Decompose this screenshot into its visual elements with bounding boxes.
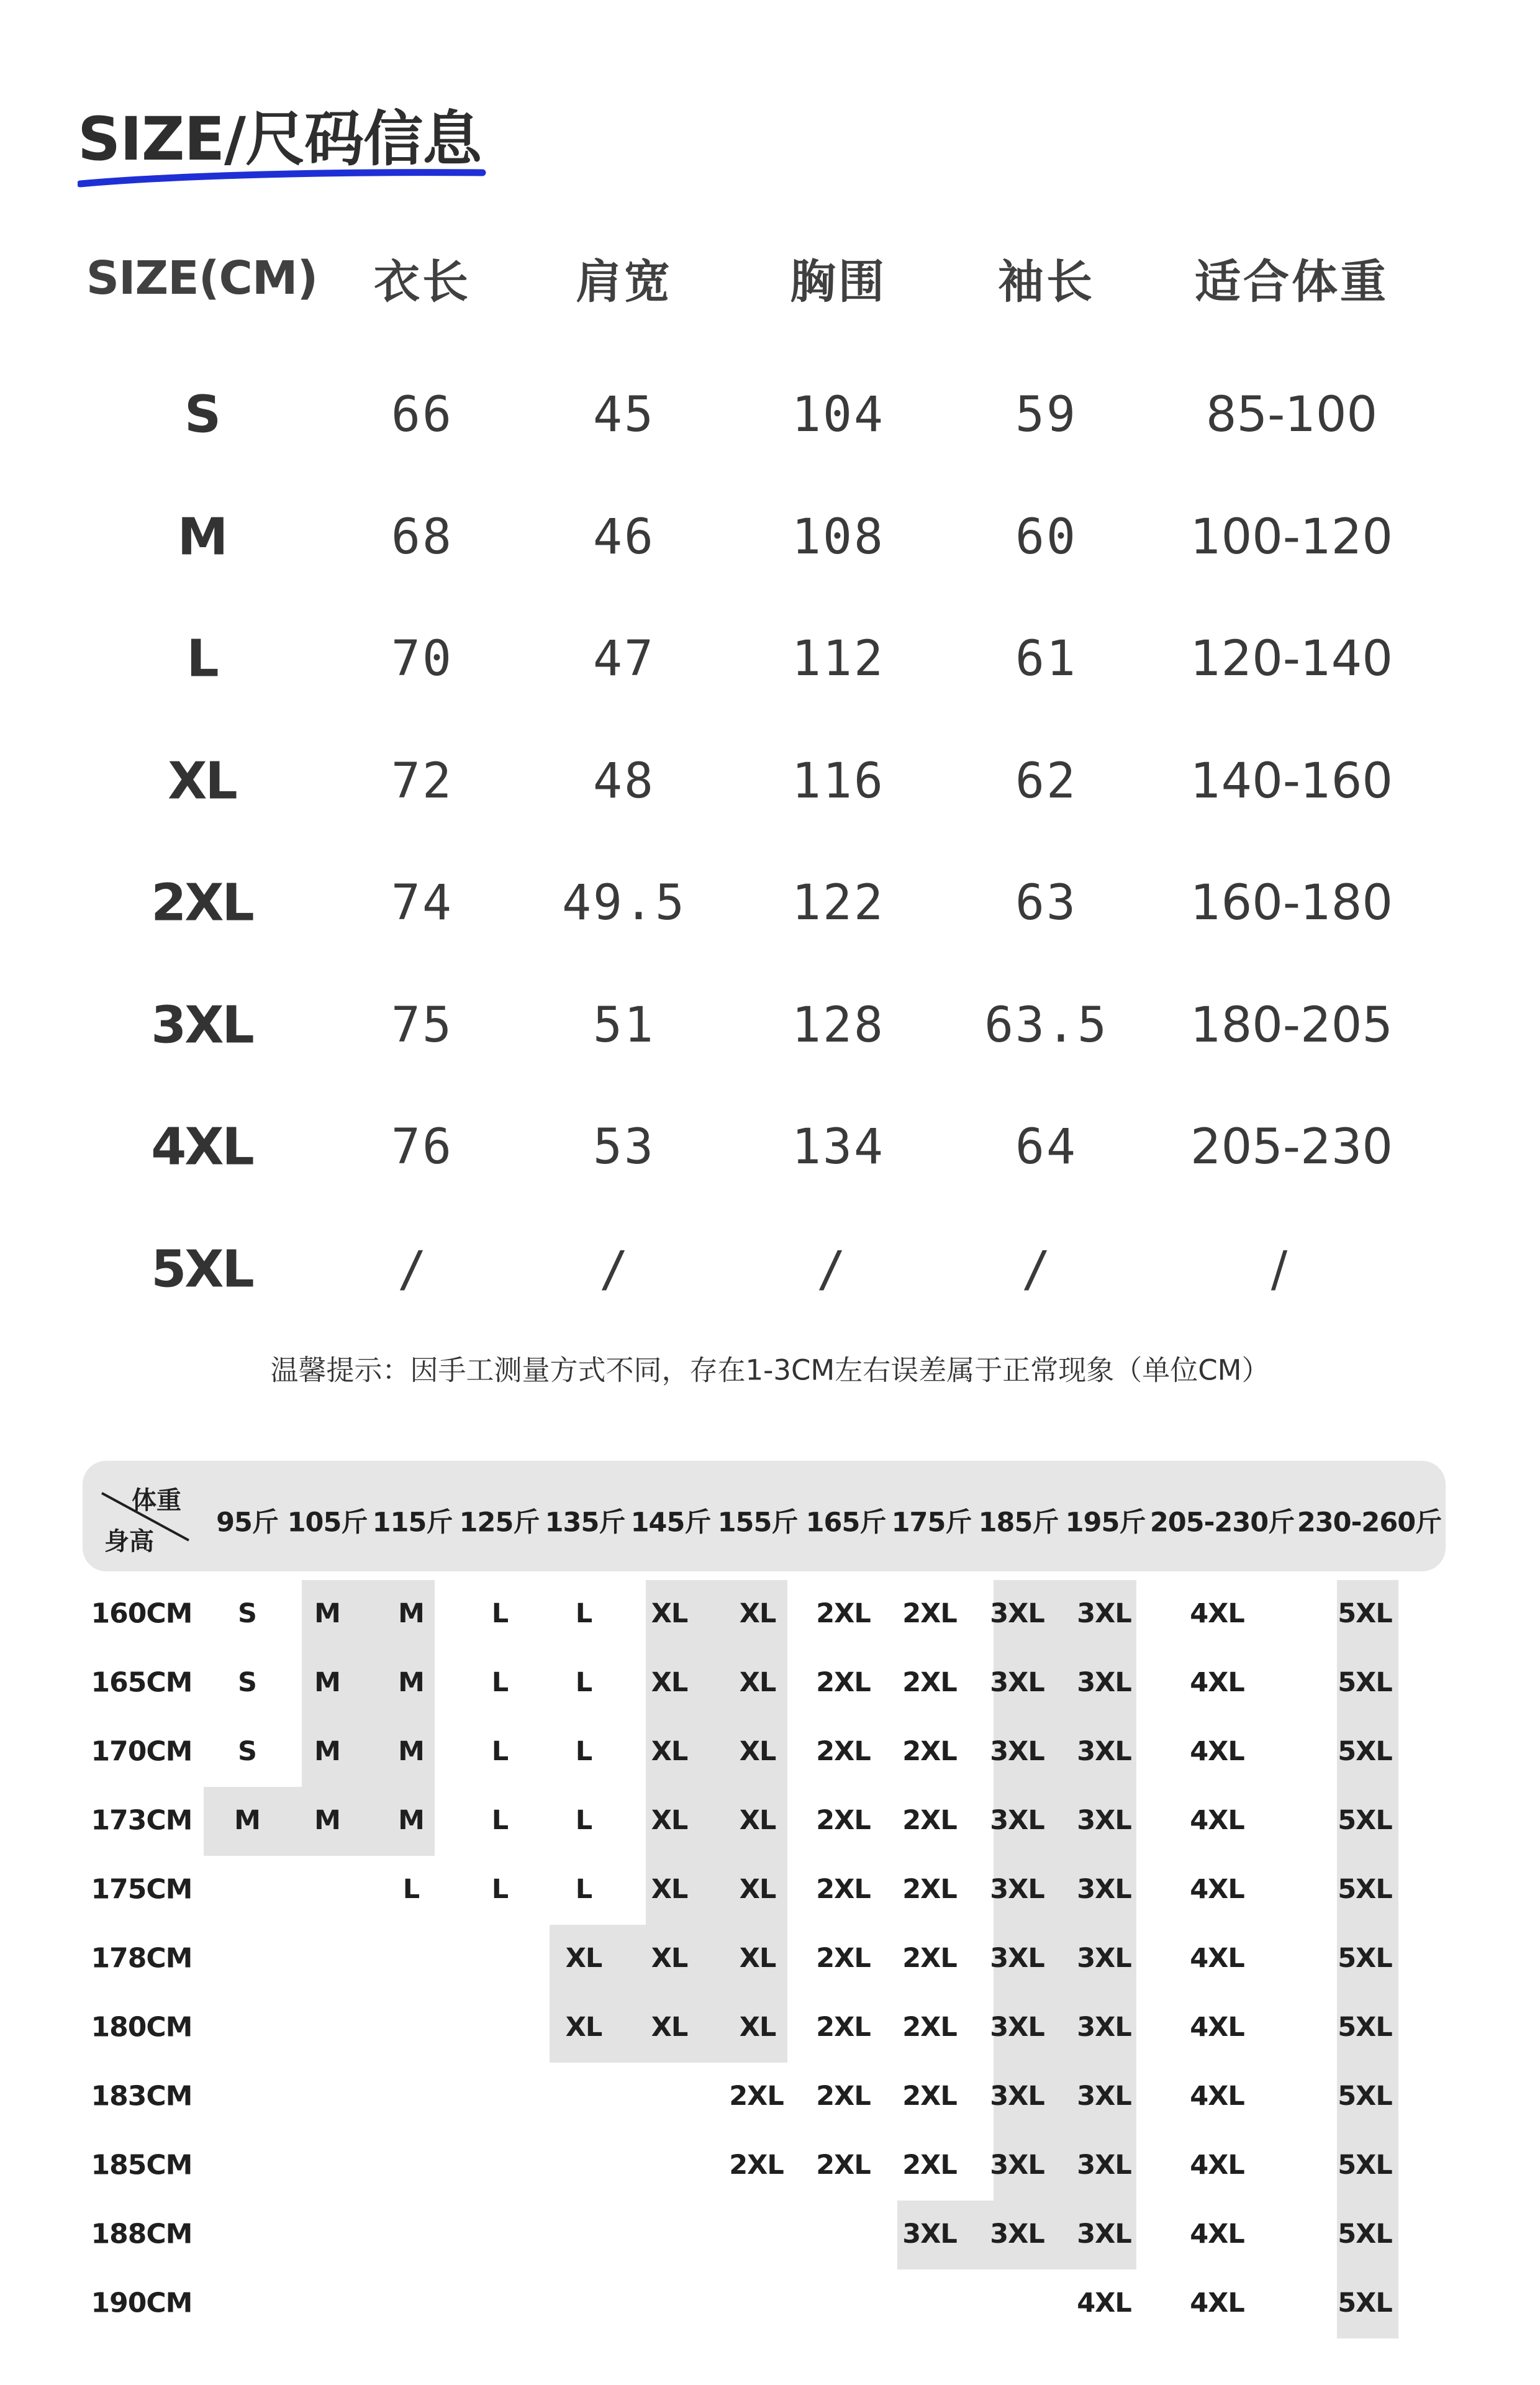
size-recommendation-cell: L bbox=[491, 1874, 509, 1905]
size-recommendation-cell: M bbox=[314, 1805, 340, 1836]
size-table-header: 胸围 bbox=[790, 255, 887, 309]
size-recommendation-cell: 2XL bbox=[902, 1736, 957, 1767]
size-recommendation-cell: M bbox=[398, 1805, 424, 1836]
weight-column-header: 155斤 bbox=[717, 1507, 798, 1538]
size-recommendation-cell: XL bbox=[739, 1874, 776, 1905]
size-recommendation-cell: XL bbox=[565, 1943, 602, 1974]
size-recommendation-cell: 5XL bbox=[1338, 2012, 1392, 2043]
size-recommendation-cell: 4XL bbox=[1190, 1667, 1244, 1698]
size-recommendation-cell: 4XL bbox=[1190, 2219, 1244, 2250]
size-recommendation-cell: L bbox=[402, 1874, 420, 1905]
size-table-header: 适合体重 bbox=[1195, 255, 1388, 309]
size-table-cell: 72 bbox=[391, 753, 453, 809]
size-table-cell: 116 bbox=[792, 753, 885, 809]
size-recommendation-cell: 3XL bbox=[1077, 1667, 1131, 1698]
weight-column-header: 145斤 bbox=[630, 1507, 711, 1538]
size-table-cell: 104 bbox=[792, 387, 885, 443]
size-recommendation-cell: L bbox=[491, 1736, 509, 1767]
size-recommendation-cell: L bbox=[575, 1667, 592, 1698]
size-recommendation-cell: 3XL bbox=[1077, 2012, 1131, 2043]
size-recommendation-cell: 3XL bbox=[990, 1667, 1044, 1698]
size-recommendation-cell: 2XL bbox=[729, 2081, 784, 2112]
size-recommendation-cell: 2XL bbox=[729, 2150, 784, 2181]
weight-column-header: 115斤 bbox=[372, 1507, 453, 1538]
size-recommendation-cell: 4XL bbox=[1190, 2150, 1244, 2181]
size-recommendation-cell: 4XL bbox=[1190, 1943, 1244, 1974]
size-recommendation-cell: 3XL bbox=[1077, 2081, 1131, 2112]
size-table-size-label: 5XL bbox=[151, 1240, 253, 1299]
height-row-header: 170CM bbox=[91, 1735, 192, 1768]
size-recommendation-cell: 2XL bbox=[816, 1667, 871, 1698]
size-table-cell: 63.5 bbox=[984, 997, 1108, 1053]
size-table-cell: 140-160 bbox=[1190, 753, 1393, 809]
size-recommendation-cell: M bbox=[314, 1667, 340, 1698]
size-recommendation-cell: L bbox=[491, 1805, 509, 1836]
size-recommendation-cell: 3XL bbox=[990, 1943, 1044, 1974]
size-recommendation-cell: L bbox=[491, 1598, 509, 1629]
size-recommendation-cell: 2XL bbox=[816, 2150, 871, 2181]
size-recommendation-cell: S bbox=[238, 1667, 256, 1698]
size-recommendation-cell: 5XL bbox=[1338, 1874, 1392, 1905]
size-table-cell: 160-180 bbox=[1190, 875, 1393, 931]
size-recommendation-cell: XL bbox=[739, 1736, 776, 1767]
height-row-header: 183CM bbox=[91, 2080, 192, 2112]
size-recommendation-cell: S bbox=[238, 1598, 256, 1629]
size-table-size-label: M bbox=[177, 507, 227, 566]
height-row-header: 178CM bbox=[91, 1942, 192, 1974]
size-recommendation-cell: M bbox=[398, 1736, 424, 1767]
size-table-size-label: 3XL bbox=[151, 996, 253, 1055]
size-recommendation-cell: 2XL bbox=[816, 1598, 871, 1629]
height-row-header: 185CM bbox=[91, 2149, 192, 2181]
size-table-cell: 76 bbox=[391, 1119, 453, 1175]
size-recommendation-cell: M bbox=[314, 1598, 340, 1629]
size-table-cell: 64 bbox=[1015, 1119, 1077, 1175]
size-recommendation-cell: 2XL bbox=[902, 2012, 957, 2043]
size-recommendation-cell: 3XL bbox=[1077, 1736, 1131, 1767]
size-recommendation-cell: 5XL bbox=[1338, 2219, 1392, 2250]
size-recommendation-cell: 3XL bbox=[990, 2081, 1044, 2112]
size-recommendation-cell: 2XL bbox=[902, 1598, 957, 1629]
size-table-size-label: XL bbox=[168, 752, 236, 811]
size-recommendation-cell: XL bbox=[651, 1667, 688, 1698]
size-recommendation-cell: 4XL bbox=[1190, 1598, 1244, 1629]
size-recommendation-cell: 5XL bbox=[1338, 1598, 1392, 1629]
weight-column-header: 205-230斤 bbox=[1149, 1507, 1295, 1538]
size-table-cell: 53 bbox=[593, 1119, 655, 1175]
size-table-cell: 180-205 bbox=[1190, 997, 1393, 1053]
size-recommendation-cell: 3XL bbox=[990, 1736, 1044, 1767]
height-row-header: 173CM bbox=[91, 1804, 192, 1837]
size-recommendation-cell: 4XL bbox=[1190, 2287, 1244, 2319]
corner-height-label: 身高 bbox=[104, 1527, 154, 1556]
size-table-header: SIZE(CM) bbox=[86, 252, 318, 305]
size-recommendation-cell: XL bbox=[739, 1667, 776, 1698]
size-recommendation-cell: XL bbox=[651, 1736, 688, 1767]
size-recommendation-cell: 5XL bbox=[1338, 2150, 1392, 2181]
size-table-cell: 59 bbox=[1015, 387, 1077, 443]
size-recommendation-cell: 4XL bbox=[1190, 2081, 1244, 2112]
size-table-cell: 46 bbox=[593, 509, 655, 565]
size-table-cell: 100-120 bbox=[1190, 509, 1393, 565]
size-recommendation-cell: XL bbox=[651, 1805, 688, 1836]
size-recommendation-cell: 2XL bbox=[816, 2012, 871, 2043]
title-underline bbox=[78, 166, 487, 189]
size-table-cell: / bbox=[1270, 1241, 1288, 1297]
size-table-cell: / bbox=[397, 1241, 428, 1297]
size-table-cell: 49.5 bbox=[562, 875, 686, 931]
size-recommendation-cell: L bbox=[575, 1736, 592, 1767]
size-recommendation-cell: XL bbox=[739, 1805, 776, 1836]
weight-column-header: 185斤 bbox=[978, 1507, 1059, 1538]
size-recommendation-cell: 5XL bbox=[1338, 2287, 1392, 2319]
height-row-header: 165CM bbox=[91, 1666, 192, 1699]
size-table-size-label: 4XL bbox=[151, 1117, 253, 1177]
size-table-cell: 134 bbox=[792, 1119, 885, 1175]
size-recommendation-cell: 3XL bbox=[990, 2012, 1044, 2043]
size-recommendation-cell: 3XL bbox=[990, 1805, 1044, 1836]
size-recommendation-cell: 4XL bbox=[1190, 1805, 1244, 1836]
size-table-cell: 122 bbox=[792, 875, 885, 931]
size-recommendation-cell: 2XL bbox=[902, 2150, 957, 2181]
size-recommendation-cell: 2XL bbox=[902, 1874, 957, 1905]
size-recommendation-cell: 5XL bbox=[1338, 1736, 1392, 1767]
size-recommendation-cell: 5XL bbox=[1338, 1943, 1392, 1974]
size-recommendation-cell: 3XL bbox=[1077, 2150, 1131, 2181]
size-recommendation-cell: 5XL bbox=[1338, 1667, 1392, 1698]
size-table-cell: 120-140 bbox=[1190, 631, 1393, 687]
size-table-cell: 75 bbox=[391, 997, 453, 1053]
size-recommendation-cell: 2XL bbox=[816, 1874, 871, 1905]
size-table-cell: 48 bbox=[593, 753, 655, 809]
size-recommendation-cell: 2XL bbox=[902, 1943, 957, 1974]
size-table-cell: 62 bbox=[1015, 753, 1077, 809]
size-recommendation-cell: 4XL bbox=[1190, 2012, 1244, 2043]
size-recommendation-cell: L bbox=[575, 1805, 592, 1836]
size-recommendation-cell: XL bbox=[739, 1943, 776, 1974]
size-recommendation-cell: 2XL bbox=[816, 1736, 871, 1767]
size-table-cell: 108 bbox=[792, 509, 885, 565]
size-table-cell: 70 bbox=[391, 631, 453, 687]
size-table-cell: 68 bbox=[391, 509, 453, 565]
size-recommendation-cell: M bbox=[314, 1736, 340, 1767]
weight-column-header: 165斤 bbox=[805, 1507, 886, 1538]
size-table-header: 袖长 bbox=[998, 255, 1095, 309]
size-table-cell: 66 bbox=[391, 387, 453, 443]
size-recommendation-cell: 2XL bbox=[816, 1805, 871, 1836]
size-table-cell: 128 bbox=[792, 997, 885, 1053]
size-table-cell: 45 bbox=[593, 387, 655, 443]
size-table-cell: / bbox=[1021, 1241, 1053, 1297]
measurement-note: 温馨提示：因手工测量方式不同，存在1-3CM左右误差属于正常现象（单位CM） bbox=[270, 1353, 1270, 1387]
size-table-cell: 47 bbox=[593, 631, 655, 687]
size-table-size-label: S bbox=[184, 385, 220, 445]
size-table-header: 衣长 bbox=[374, 255, 471, 309]
size-table-cell: 85-100 bbox=[1205, 387, 1378, 443]
size-recommendation-cell: 3XL bbox=[1077, 1805, 1131, 1836]
size-table-cell: 205-230 bbox=[1190, 1119, 1393, 1175]
size-table-cell: 74 bbox=[391, 875, 453, 931]
size-recommendation-cell: 3XL bbox=[1077, 1943, 1131, 1974]
size-recommendation-cell: XL bbox=[651, 1874, 688, 1905]
size-recommendation-cell: 2XL bbox=[902, 1805, 957, 1836]
size-recommendation-cell: 3XL bbox=[1077, 2219, 1131, 2250]
size-table-cell: 51 bbox=[593, 997, 655, 1053]
size-recommendation-cell: M bbox=[234, 1805, 260, 1836]
size-recommendation-cell: 4XL bbox=[1190, 1736, 1244, 1767]
size-recommendation-cell: 2XL bbox=[902, 2081, 957, 2112]
size-recommendation-cell: 4XL bbox=[1077, 2287, 1131, 2319]
size-recommendation-cell: 4XL bbox=[1190, 1874, 1244, 1905]
height-row-header: 190CM bbox=[91, 2287, 192, 2319]
size-recommendation-cell: XL bbox=[739, 1598, 776, 1629]
size-table-cell: 61 bbox=[1015, 631, 1077, 687]
size-recommendation-cell: 3XL bbox=[990, 1598, 1044, 1629]
size-recommendation-cell: 3XL bbox=[990, 2219, 1044, 2250]
size-recommendation-cell: 2XL bbox=[816, 1943, 871, 1974]
height-row-header: 188CM bbox=[91, 2218, 192, 2250]
size-table-cell: 63 bbox=[1015, 875, 1077, 931]
size-recommendation-cell: 3XL bbox=[990, 2150, 1044, 2181]
size-recommendation-cell: M bbox=[398, 1667, 424, 1698]
size-table-cell: / bbox=[817, 1241, 848, 1297]
size-recommendation-cell: 3XL bbox=[1077, 1874, 1131, 1905]
size-recommendation-cell: XL bbox=[565, 2012, 602, 2043]
size-table-cell: 60 bbox=[1015, 509, 1077, 565]
weight-column-header: 195斤 bbox=[1065, 1507, 1146, 1538]
size-table-size-label: 2XL bbox=[151, 873, 253, 933]
height-row-header: 175CM bbox=[91, 1873, 192, 1906]
size-table-cell: 112 bbox=[792, 631, 885, 687]
weight-column-header: 125斤 bbox=[459, 1507, 540, 1538]
height-row-header: 180CM bbox=[91, 2011, 192, 2043]
size-table-cell: / bbox=[599, 1241, 630, 1297]
size-recommendation-cell: XL bbox=[651, 2012, 688, 2043]
size-recommendation-cell: 2XL bbox=[902, 1667, 957, 1698]
size-recommendation-cell: 2XL bbox=[816, 2081, 871, 2112]
size-recommendation-cell: L bbox=[575, 1874, 592, 1905]
size-recommendation-cell: 3XL bbox=[990, 1874, 1044, 1905]
size-table-size-label: L bbox=[186, 629, 217, 689]
size-recommendation-cell: XL bbox=[651, 1943, 688, 1974]
size-recommendation-cell: 5XL bbox=[1338, 1805, 1392, 1836]
corner-weight-label: 体重 bbox=[132, 1486, 181, 1515]
page-title: SIZE/尺码信息 bbox=[78, 104, 482, 174]
weight-column-header: 230-260斤 bbox=[1297, 1507, 1442, 1538]
size-recommendation-cell: 5XL bbox=[1338, 2081, 1392, 2112]
weight-column-header: 105斤 bbox=[287, 1507, 368, 1538]
size-recommendation-cell: L bbox=[491, 1667, 509, 1698]
size-recommendation-cell: M bbox=[398, 1598, 424, 1629]
size-recommendation-cell: S bbox=[238, 1736, 256, 1767]
size-table-header: 肩宽 bbox=[576, 255, 673, 309]
size-recommendation-cell: L bbox=[575, 1598, 592, 1629]
size-recommendation-cell: XL bbox=[739, 2012, 776, 2043]
weight-column-header: 175斤 bbox=[891, 1507, 972, 1538]
height-row-header: 160CM bbox=[91, 1597, 192, 1630]
size-recommendation-cell: 3XL bbox=[902, 2219, 957, 2250]
weight-column-header: 95斤 bbox=[216, 1507, 278, 1538]
size-recommendation-cell: 3XL bbox=[1077, 1598, 1131, 1629]
weight-column-header: 135斤 bbox=[545, 1507, 625, 1538]
size-recommendation-cell: XL bbox=[651, 1598, 688, 1629]
